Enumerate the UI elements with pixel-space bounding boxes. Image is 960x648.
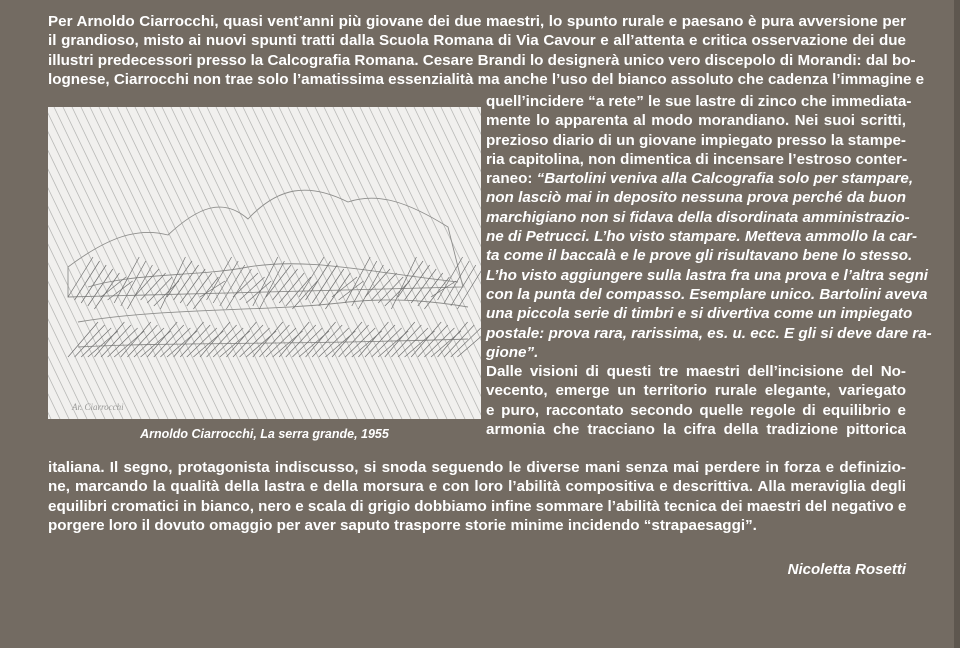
- quote-line: non lasciò mai in deposito nessuna prova perché da buon: [486, 189, 906, 207]
- quote-line: una piccola serie di timbri e si divertiva come un impiegato: [486, 305, 913, 323]
- text-line: illustri predecessori presso la Calcografia Romana. Cesare Brandi lo designerà unico vero discepolo di Morandi: dal bo-: [48, 51, 916, 69]
- text-line: porgere loro il dovuto omaggio per aver saputo trasporre storie minime incidendo “strapaesaggi”.: [48, 516, 757, 534]
- text-line-mixed: [486, 169, 914, 188]
- closing-paragraph: [48, 458, 906, 535]
- quote-start: “Bartolini veniva alla Calcografia solo per stampare,: [536, 170, 914, 188]
- quote-line: gione”.: [486, 343, 539, 361]
- author-signature: Nicoletta Rosetti: [787, 561, 906, 578]
- quote-line: con la punta del compasso. Esemplare unico. Bartolini aveva: [486, 285, 928, 303]
- right-edge-strip: [954, 0, 960, 648]
- plain-text: raneo:: [486, 170, 537, 188]
- text-line: e puro, raccontato secondo quelle regole di equilibrio e: [486, 401, 906, 419]
- quote-line: ne di Petrucci. L’ho visto stampare. Metteva ammollo la car-: [486, 228, 918, 246]
- text-line: armonia che tracciano la cifra della tradizione pittorica: [486, 421, 906, 439]
- text-line: quell’incidere “a rete” le sue lastre di zinco che immediata-: [486, 93, 912, 110]
- intro-paragraph: [48, 12, 925, 89]
- text-line: ria capitolina, non dimentica di incensare l’estroso conter-: [486, 150, 908, 168]
- svg-text:Ar. Ciarrocchi: Ar. Ciarrocchi: [72, 402, 124, 412]
- quote-line: marchigiano non si fidava della disordinata amministrazio-: [486, 208, 910, 226]
- text-line: prezioso diario di un giovane impiegato presso la stampe-: [486, 131, 906, 149]
- text-line: ne, marcando la qualità della lastra e della morsura e con loro l’abilità compositiva e descrittiva. Alla meraviglia degli: [48, 478, 906, 496]
- quote-line: ta come il baccalà e le prove gli risultavano bene lo stesso.: [486, 247, 913, 265]
- text-line: lognese, Ciarrocchi non trae solo l’amatissima essenzialità ma anche l’uso del bianco assoluto che cadenza l’immagine e: [48, 70, 925, 88]
- image-caption: Arnoldo Ciarrocchi, La serra grande, 1955: [140, 427, 389, 441]
- text-line: equilibri cromatici in bianco, nero e scala di grigio dobbiamo infine sommare l’abilità tecnica dei maestri del negativo e: [48, 497, 907, 515]
- quote-line: postale: prova rara, rarissima, es. u. ecc. E gli si deve dare ra-: [486, 324, 932, 342]
- text-line: italiana. Il segno, protagonista indiscusso, si snoda seguendo le diverse mani senza mai perdere in forza e definizio-: [48, 459, 906, 476]
- text-line: Dalle visioni di questi tre maestri dell’incisione del No-: [486, 363, 906, 381]
- etching-drawing: [48, 107, 481, 419]
- text-line: il grandioso, misto ai nuovi spunti tratti dalla Scuola Romana di Via Cavour e all’attenta e critica osservazione dei due: [48, 32, 906, 50]
- right-column-text: [486, 92, 932, 439]
- text-line: mente lo apparenta al modo morandiano. Nei suoi scritti,: [486, 112, 906, 130]
- text-line: vecento, emerge un territorio rurale elegante, variegato: [486, 382, 906, 400]
- etching-image: [48, 107, 481, 419]
- text-line: Per Arnoldo Ciarrocchi, quasi vent’anni più giovane dei due maestri, lo spunto rurale e paesano è pura avversione per: [48, 13, 906, 30]
- quote-line: L’ho visto aggiungere sulla lastra fra una prova e l’altra segni: [486, 266, 928, 284]
